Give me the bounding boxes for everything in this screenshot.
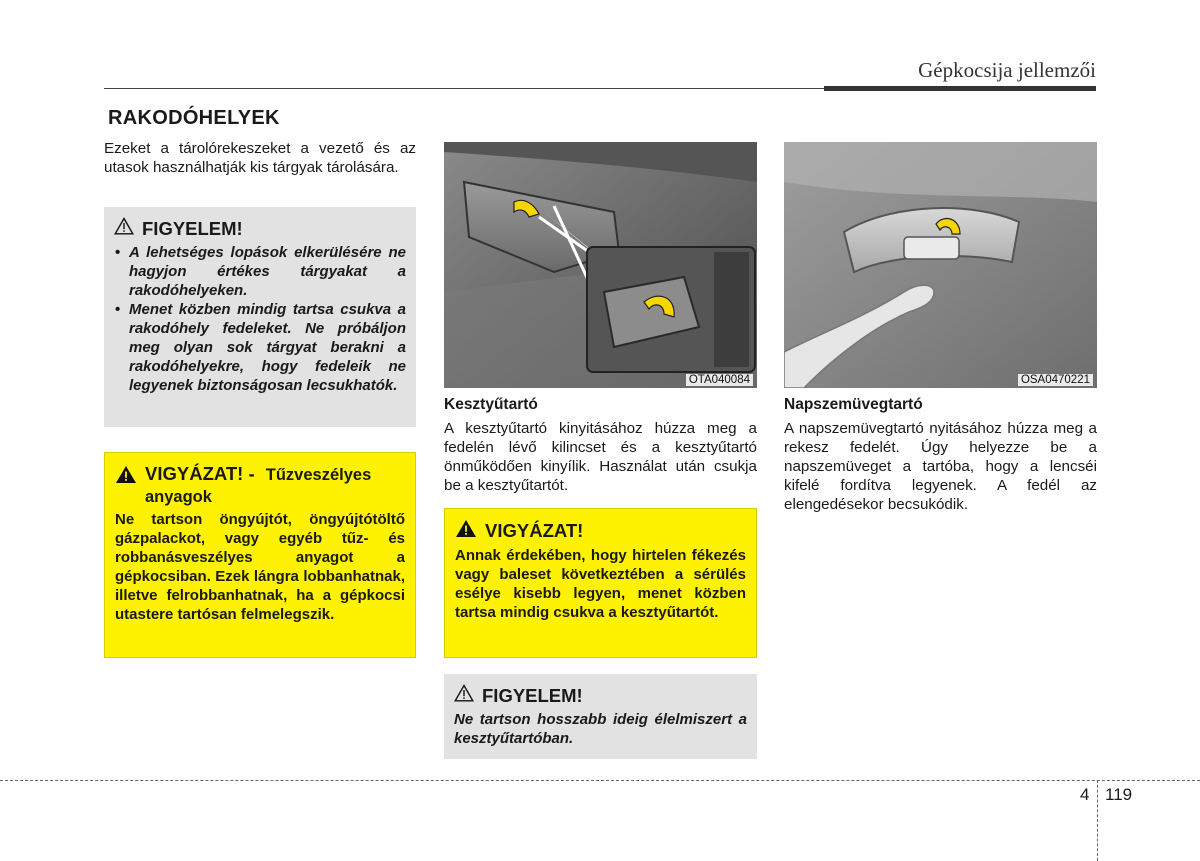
caution-triangle-outline-icon [114,217,134,240]
warning-triangle-filled-icon [455,519,477,543]
warning-fire-title: VIGYÁZAT! - [145,463,255,484]
glovebox-caption: Kesztyűtartó [444,396,538,413]
intro-paragraph: Ezeket a tárolórekeszeket a vezető és az utasok használhatják kis tárgyak tárolására. [104,140,416,176]
sunglass-caption: Napszemüvegtartó [784,396,923,413]
warning-glovebox-title: VIGYÁZAT! [485,520,584,541]
note-theft-title: FIGYELEM! [142,217,243,239]
sunglass-holder-illustration [784,142,1097,388]
note-theft-title-row [114,217,406,240]
note-theft-list [114,243,406,395]
warning-fire-subtitle: Tűzveszélyes anyagok [145,466,372,506]
page-number: 119 [1105,785,1133,804]
warning-fire-title-row [115,463,405,507]
caution-triangle-outline-icon [454,684,474,707]
note-food-title: FIGYELEM! [482,684,583,706]
warning-glovebox-text: Annak érdekében, hogy hirtelen fékezés vagy baleset következtében a sérülés esélye kisebb legyen, menet közben tartsa mindig csukva a kesztyűtartót. [455,547,746,621]
list-item: • Menet közben mindig tartsa csukva a rakodóhely fedeleket. Ne próbáljon meg olyan sok tárgyat berakni a rakodóhelyekre, hogy fedeleik ne legyenek biztonságosan lecsukhatók. [114,300,406,395]
note-food-title-row [454,684,747,707]
sunglass-image-code: OSA0470221 [1018,374,1093,386]
warning-fire-box [104,452,416,658]
sunglass-paragraph: A napszemüvegtartó nyitásához húzza meg a rekesz fedelét. Úgy helyezze be a napszemüveget a tartóba, hogy a lencséi kifelé fordítva legyenek. A fedél az elengedésekor becsukódik. [784,420,1097,513]
sunglass-holder-photo [784,142,1097,388]
list-item: • A lehetséges lopások elkerülésére ne hagyjon értékes tárgyakat a rakodóhelyeken. [114,243,406,300]
glovebox-photo [444,142,757,388]
note-food-text: Ne tartson hosszabb ideig élelmiszert a kesztyűtartóban. [454,711,747,747]
footer-rule [0,780,1200,781]
note-theft-box [104,207,416,427]
section-title: RAKODÓHELYEK [108,107,280,129]
note-food-box [444,674,757,759]
warning-glovebox-box [444,508,757,658]
header-rule-accent [824,86,1096,91]
warning-triangle-filled-icon [115,465,137,489]
chapter-number: 4 [1080,785,1090,804]
glovebox-image-code: OTA040084 [686,374,753,386]
warning-fire-text: Ne tartson öngyújtót, öngyújtótöltő gázpalackot, vagy egyéb tűz- és robbanásveszélyes anyagot a gépkocsiban. Ezek lángra lobbanhatnak, illetve felrobbanhatnak, ha a gépkocsi utastere tartósan felmelegszik. [115,511,405,623]
running-header: Gépkocsija jellemzői [918,58,1096,82]
glovebox-illustration [444,142,757,388]
header-rule [104,88,824,89]
glovebox-paragraph: A kesztyűtartó kinyitásához húzza meg a fedelén lévő kilincset és a kesztyűtartó önműködően kinyílik. Használat után csukja be a kesztyűtartót. [444,420,757,494]
warning-glovebox-title-row [455,519,746,543]
footer-divider [1097,780,1098,861]
